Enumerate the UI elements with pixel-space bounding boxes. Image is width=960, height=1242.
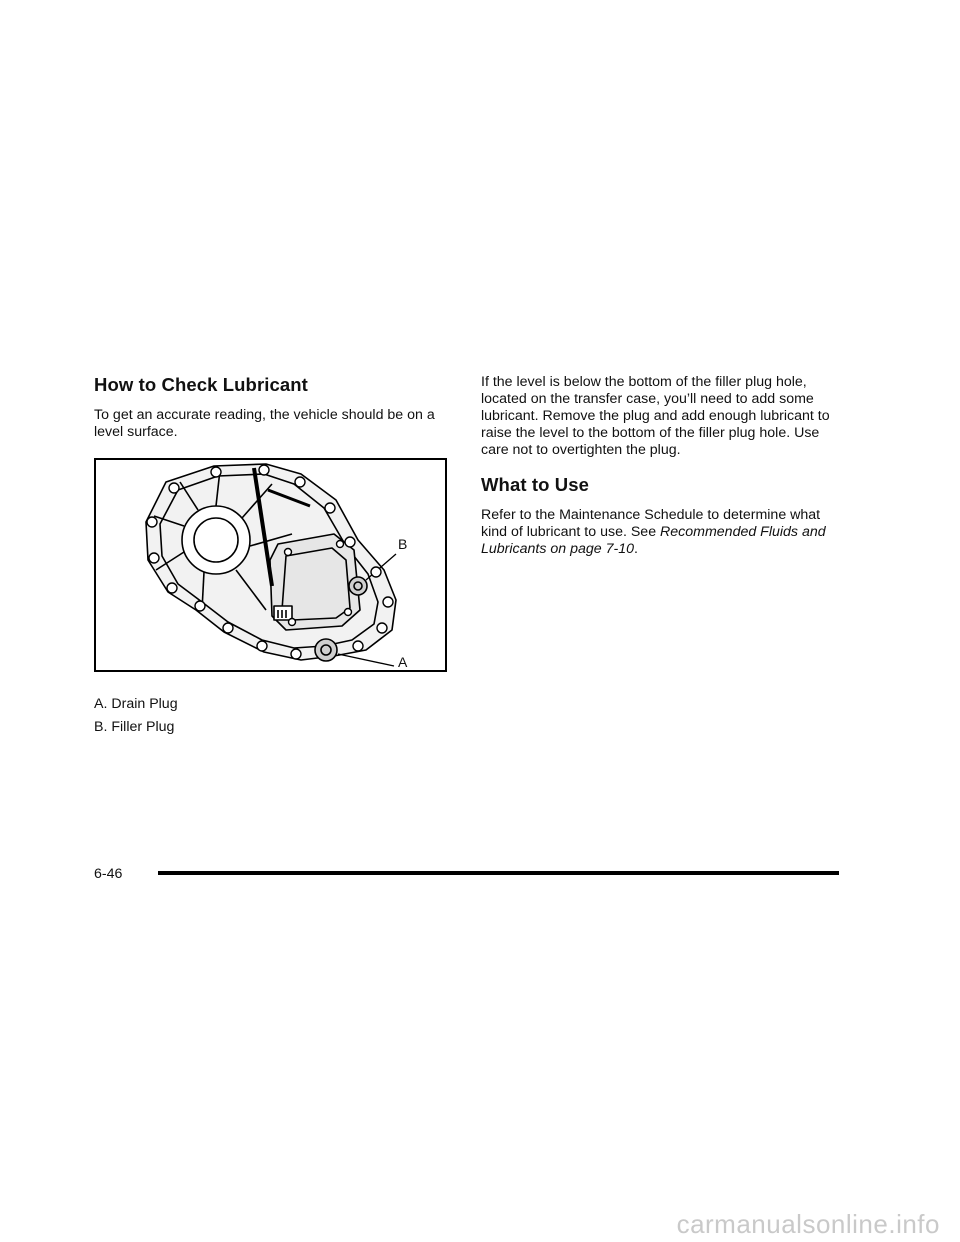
transfer-case-drawing [96,460,445,670]
figure-legend [94,696,454,736]
page-footer [94,866,839,886]
legend-item-drain-plug: A. Drain Plug [94,696,178,712]
what-to-use-period: . [634,541,638,557]
what-to-use-paragraph [481,507,841,558]
watermark: carmanualsonline.info [676,1209,940,1239]
section-heading-check-lubricant: How to Check Lubricant [94,374,308,395]
what-to-use-text: Refer to the Maintenance Schedule to determine what kind of lubricant to use. See [481,507,821,540]
figure-label-b: B [398,536,408,552]
footer-rule [158,871,839,875]
filler-level-paragraph: If the level is below the bottom of the filler plug hole, located on the transfer case, you’ll need to add some lubricant. Remove the plug and add enough lubricant to raise the level to the bottom of the filler plug hole. Use care not to overtighten the plug. [481,374,830,458]
legend-item-filler-plug: B. Filler Plug [94,719,175,735]
left-column [94,374,454,742]
section-heading-what-to-use: What to Use [481,474,589,495]
figure-label-a: A [398,654,408,670]
intro-paragraph: To get an accurate reading, the vehicle should be on a level surface. [94,407,435,440]
right-column [481,374,841,558]
transfer-case-illustration [94,458,447,672]
page-number: 6-46 [94,866,123,882]
fluids-reference-link[interactable]: Recommended Fluids and Lubricants on page 7-10 [481,524,826,557]
